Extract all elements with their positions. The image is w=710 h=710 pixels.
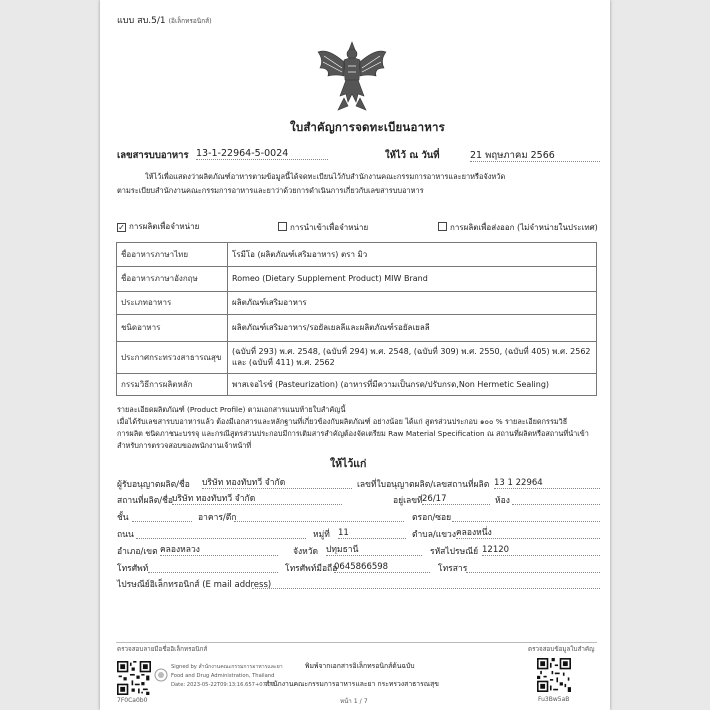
signed-line-3: Date: 2023-05-22T09:13:16.657+07:00 (171, 682, 275, 688)
checkbox-export[interactable] (438, 222, 598, 233)
profile-line-1: รายละเอียดผลิตภัณฑ์ (Product Profile) ตามเอกสารแนบท้ายใบสำคัญนี้ (117, 405, 346, 414)
document-title: ใบสำคัญการจดทะเบียนอาหาร (290, 120, 446, 134)
footer-center-line-1: พิมพ์จากเอกสารอิเล็กทรอนิกส์ต้นฉบับ (305, 662, 415, 670)
checkbox-mark (438, 222, 447, 231)
form-code-text: แบบ สบ.5/1 (117, 16, 166, 26)
footer-center-line-2: สำนักงานคณะกรรมการอาหารและยา กระทรวงสาธารณสุข (265, 680, 439, 688)
qr-right-code: Fu3Bw5aB (538, 696, 570, 703)
checkbox-label: การผลิตเพื่อส่งออก (ไม่จำหน่ายในประเทศ) (450, 223, 598, 232)
qr-code-right-icon[interactable] (537, 658, 571, 692)
building-label: อาคาร/ตึก (198, 513, 237, 523)
row-label: ชื่ออาหารภาษาอังกฤษ (117, 267, 228, 292)
phone-value (148, 562, 278, 573)
addrno-label: อยู่เลขที่ (393, 496, 423, 506)
row-value: (ฉบับที่ 293) พ.ศ. 2548, (ฉบับที่ 294) พ.ศ. 2548, (ฉบับที่ 309) พ.ศ. 2550, (ฉบับที่ 405) พ.ศ. 2562 และ (ฉบับที่ 411) พ.ศ. 2562 (228, 342, 597, 374)
row-label: ประเภทอาหาร (117, 292, 228, 315)
row-value: โรมีโอ (ผลิตภัณฑ์เสริมอาหาร) ตรา มิว (228, 243, 597, 267)
floor-label: ชั้น (117, 513, 129, 523)
email-label: ไปรษณีย์อิเล็กทรอนิกส์ (E mail address) (117, 580, 272, 590)
issued-label: ให้ไว้ ณ วันที่ (385, 150, 440, 161)
fax-value (466, 562, 600, 573)
room-value (512, 494, 600, 505)
reg-number-label: เลขสารบบอาหาร (117, 150, 189, 161)
checkbox-mark: ✓ (118, 223, 125, 232)
row-value: Romeo (Dietary Supplement Product) MIW Brand (228, 267, 597, 292)
table-row (117, 315, 597, 342)
table-row (117, 267, 597, 292)
checkbox-mark (278, 222, 287, 231)
alley-value (452, 511, 600, 522)
license-value: 13 1 22964 (494, 478, 600, 489)
profile-line-4: สำหรับการตรวจสอบของพนักงานเจ้าหน้าที่ (117, 441, 252, 450)
phone-label: โทรศัพท์ (117, 564, 149, 574)
email-value (252, 578, 600, 589)
signed-line-2: Food and Drug Administration, Thailand (171, 673, 275, 679)
certificate-page (100, 0, 610, 710)
place-value: บริษัท ทองทับทวี จำกัด (172, 494, 342, 505)
row-value: ผลิตภัณฑ์เสริมอาหาร/รอยัลเยลลีและผลิตภัณฑ์รอยัลเยลลี (228, 315, 597, 342)
row-label: กรรมวิธีการผลิตหลัก (117, 374, 228, 396)
postcode-value: 12120 (482, 545, 600, 556)
applicant-value: บริษัท ทองทับทวี จำกัด (202, 478, 352, 489)
province-value: ปทุมธานี (326, 545, 422, 556)
license-label: เลขที่ใบอนุญาตผลิต/เลขสถานที่ผลิต (357, 480, 490, 490)
table-row (117, 342, 597, 374)
table-row (117, 243, 597, 267)
mobile-value: 0645866598 (334, 562, 430, 573)
footer-divider (116, 642, 597, 643)
given-to-heading: ให้ไว้แก่ (330, 458, 367, 470)
food-info-table (116, 242, 597, 396)
reg-number-value: 13-1-22964-5-0024 (196, 148, 328, 160)
floor-value (132, 511, 192, 522)
profile-line-3: การผลิต ชนิดภาชนะบรรจุ และกรณีสูตรส่วนประกอบมีการเติมสารสำคัญต้องจัดเตรียม Raw Material Specification ณ สถานที่ผลิตหรือสถานที่นำเข้า (117, 429, 589, 438)
road-value (136, 528, 306, 539)
table-row (117, 292, 597, 315)
form-code-note: (อิเล็กทรอนิกส์) (168, 17, 212, 25)
profile-line-2: เมื่อได้รับเลขสารบบอาหารแล้ว ต้องมีเอกสารและหลักฐานที่เกี่ยวข้องกับผลิตภัณฑ์ อย่างน้อย ได้แก่ สูตรส่วนประกอบ ๑๐๐ % รายละเอียดกรรมวิธี (117, 417, 568, 426)
qr-left-code: 7F0Ca0b0 (117, 697, 148, 704)
mobile-label: โทรศัพท์มือถือ (285, 564, 338, 574)
alley-label: ตรอก/ซอย (412, 513, 452, 523)
place-label: สถานที่ผลิต/ชื่อ (117, 496, 173, 506)
form-code (117, 16, 212, 27)
building-value (234, 511, 404, 522)
checkbox-label: การนำเข้าเพื่อจำหน่าย (290, 223, 369, 232)
page-indicator: หน้า 1 / 7 (340, 698, 368, 705)
footer-right-label: ตรวจสอบข้อมูลใบสำคัญ (528, 646, 595, 653)
fda-seal-icon (154, 668, 168, 682)
province-label: จังหวัด (293, 547, 319, 557)
signed-line-1: Signed by สำนักงานคณะกรรมการอาหารและยา (171, 664, 283, 670)
intro-line-1: ให้ไว้เพื่อแสดงว่าผลิตภัณฑ์อาหารตามข้อมูลนี้ได้จดทะเบียนไว้กับสำนักงานคณะกรรมการอาหารและยาหรือจังหวัด (145, 172, 506, 181)
addrno-value: 26/17 (422, 494, 490, 505)
table-row (117, 374, 597, 396)
checkbox-label: การผลิตเพื่อจำหน่าย (129, 222, 200, 231)
qr-code-left-icon[interactable] (117, 661, 151, 695)
room-label: ห้อง (495, 496, 510, 506)
footer-left-label: ตรวจสอบลายมือชื่ออิเล็กทรอนิกส์ (117, 646, 208, 653)
issued-date: 21 พฤษภาคม 2566 (470, 150, 600, 162)
garuda-emblem-icon (314, 38, 390, 114)
subdistrict-label: ตำบล/แขวง (412, 530, 456, 540)
row-label: ชนิดอาหาร (117, 315, 228, 342)
postcode-label: รหัสไปรษณีย์ (430, 547, 479, 557)
applicant-label: ผู้รับอนุญาตผลิต/ชื่อ (117, 480, 190, 490)
row-value: ผลิตภัณฑ์เสริมอาหาร (228, 292, 597, 315)
fax-label: โทรสาร (438, 564, 468, 574)
row-label: ชื่ออาหารภาษาไทย (117, 243, 228, 267)
subdistrict-value: คลองหนึ่ง (456, 528, 600, 539)
row-value: พาสเจอไรซ์ (Pasteurization) (อาหารที่มีความเป็นกรด/ปรับกรด,Non Hermetic Sealing) (228, 374, 597, 396)
checkbox-production[interactable] (117, 222, 199, 232)
district-label: อำเภอ/เขต (117, 547, 158, 557)
intro-line-2: ตามระเบียบสำนักงานคณะกรรมการอาหารและยาว่าด้วยการดำเนินการเกี่ยวกับเลขสารบบอาหาร (117, 186, 424, 195)
checkbox-import[interactable] (278, 222, 368, 233)
road-label: ถนน (117, 530, 134, 540)
moo-label: หมู่ที่ (313, 530, 330, 540)
moo-value: 11 (338, 528, 406, 539)
district-value: คลองหลวง (160, 545, 278, 556)
row-label: ประกาศกระทรวงสาธารณสุข (117, 342, 228, 374)
